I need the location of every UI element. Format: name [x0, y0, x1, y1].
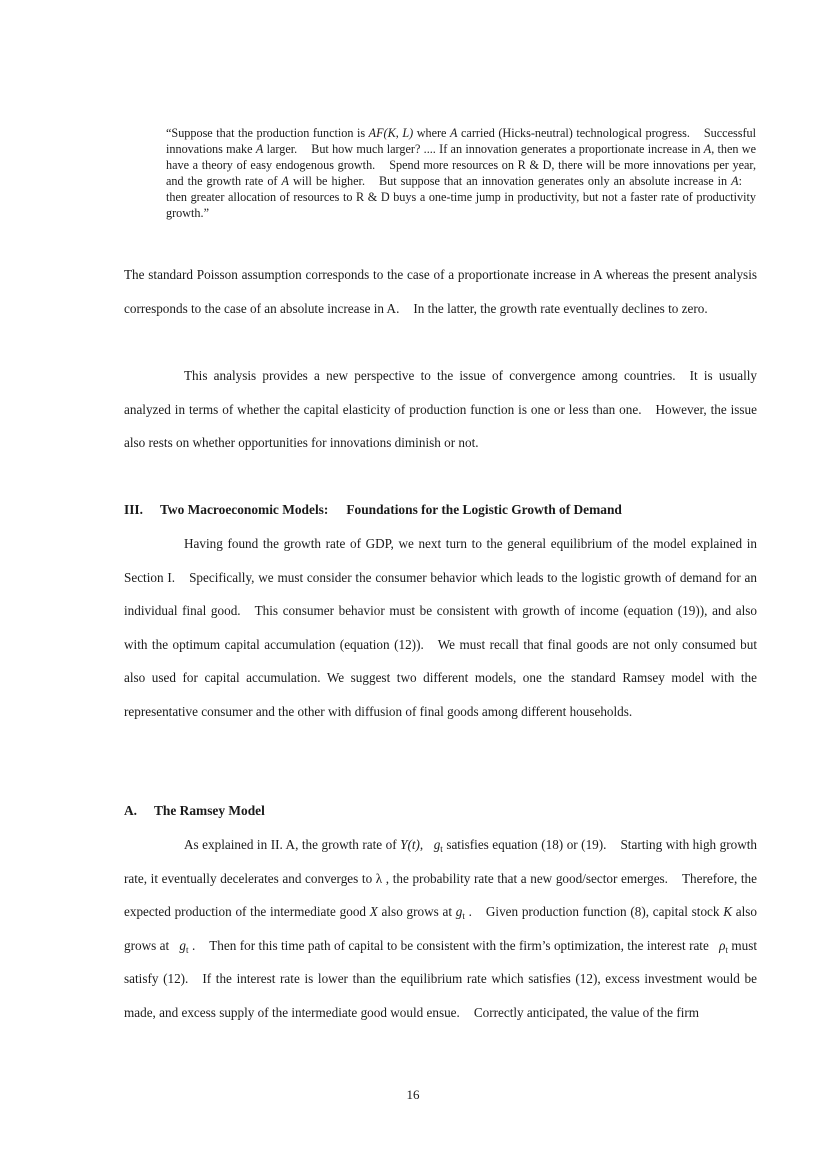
paragraph-text: . [464, 904, 472, 920]
subscript-t: t [462, 911, 465, 922]
growth-rate-symbol: g [433, 837, 441, 852]
paragraph-text: It is usually analyzed in terms of whether the capital elasticity of production function is one or less than one. [124, 368, 757, 417]
paragraph-macro-models [124, 527, 757, 729]
variable-a: A [731, 174, 739, 188]
paragraph-ramsey [124, 828, 757, 1030]
quote-text: , then we have a theory of easy endogenous growth. [166, 142, 757, 172]
quote-text: will be higher. [288, 174, 365, 188]
paragraph-text: Having found the growth rate of GDP, we next turn to the general equilibrium of the model explained in Section I. [124, 536, 757, 585]
paragraph-text: If the interest rate is lower than the equilibrium rate which satisfies (12), excess investment would be made, and excess supply of the intermediate good would ensue. [124, 971, 757, 1020]
paragraph-text: This analysis provides a new perspective to the issue of convergence among countries. [184, 368, 676, 383]
paragraph-text: In the latter, the growth rate eventually declines to zero. [413, 300, 708, 316]
paragraph-poisson [124, 258, 757, 325]
paragraph-text: Then for this time path of capital to be consistent with the firm’s optimization, the interest rate [209, 937, 709, 953]
interest-rate-symbol: ρ [719, 937, 726, 953]
paragraph-text: Therefore, the expected production of the intermediate good [124, 870, 757, 920]
variable-a: A [703, 142, 712, 156]
paragraph-text: We must recall that final goods are not only consumed but also used for capital accumulation. [124, 636, 757, 686]
subscript-t: t [186, 944, 189, 955]
quote-text: Spend more resources on R & D, there will be more innovations per year, and the growth rate of [166, 158, 757, 188]
quote-text: carried (Hicks-neutral) technological progress. [457, 126, 690, 140]
paragraph-text: also grows at [124, 904, 758, 953]
variable-y: Y(t) [400, 837, 420, 852]
subsection-letter: A. [124, 803, 138, 818]
page-number: 16 [406, 1087, 420, 1102]
subsection-heading [124, 801, 757, 821]
paragraph-text: Correctly anticipated, the value of the firm [473, 1004, 700, 1020]
quote-text: : [738, 174, 742, 188]
paragraph-text: satisfies equation (18) or (19). [442, 837, 607, 852]
section-number: III. [124, 502, 143, 517]
paragraph-text: Given production function (8), capital stock [485, 904, 724, 920]
variable-a: A [450, 126, 458, 140]
paragraph-text: The standard Poisson assumption corresponds to the case of a proportionate increase in A whereas the present analysis corresponds to the case of an absolute increase in A. [124, 267, 757, 316]
subsection-title: The Ramsey Model [154, 803, 265, 818]
quote-text: “Suppose that the production function is [166, 126, 369, 140]
paragraph-text: This consumer behavior must be consistent with growth of income (equation (19)), and also with the optimum capital accumulation (equation (12)). [124, 603, 757, 652]
growth-rate-symbol: g [179, 937, 187, 953]
paragraph-text: We suggest two different models, one the standard Ramsey model with the representative consumer and the other with diffusion of final goods among different households. [124, 670, 758, 719]
section-heading [124, 500, 757, 520]
quote-text: where [413, 126, 451, 140]
paragraph-text: also grows at [377, 904, 452, 920]
paragraph-text: . [188, 937, 196, 953]
paragraph-text: However, the issue also rests on whether opportunities for innovations diminish or not. [124, 401, 758, 451]
variable-k: K [723, 904, 733, 920]
quote-text: then greater allocation of resources to R & D buys a one-time jump in productivity, but not a faster rate of productivity growth.” [166, 190, 756, 220]
quote-text: larger. [263, 142, 298, 156]
production-function-symbol: AF(K, L) [368, 126, 414, 140]
subscript-t: t [725, 944, 728, 955]
paragraph-text: Specifically, we must consider the consumer behavior which leads to the logistic growth of demand for an individual final good. [124, 569, 758, 619]
paragraph-convergence [124, 359, 757, 460]
quote-text: But how much larger? .... [311, 142, 436, 156]
paragraph-text: , [419, 837, 424, 852]
section-title: Foundations for the Logistic Growth of Demand [346, 502, 622, 517]
growth-rate-symbol: g [455, 904, 463, 920]
variable-a: A [281, 174, 289, 188]
paragraph-text: As explained in II. A, the growth rate of [184, 837, 401, 852]
quote-text: If an innovation generates a proportionate increase in [439, 142, 704, 156]
paragraph-text: Starting with high growth rate, it eventually decelerates and converges to λ , the probability rate that a new good/sector emerges. [124, 837, 757, 886]
quote-text: Successful innovations make [166, 126, 757, 156]
paragraph-text: must satisfy (12). [124, 937, 758, 987]
section-title: Two Macroeconomic Models: [160, 502, 329, 517]
subscript-t: t [440, 844, 443, 854]
block-quote [166, 125, 756, 221]
variable-a: A [255, 142, 264, 156]
variable-x: X [369, 904, 378, 920]
quote-text: But suppose that an innovation generates only an absolute increase in [379, 174, 732, 188]
